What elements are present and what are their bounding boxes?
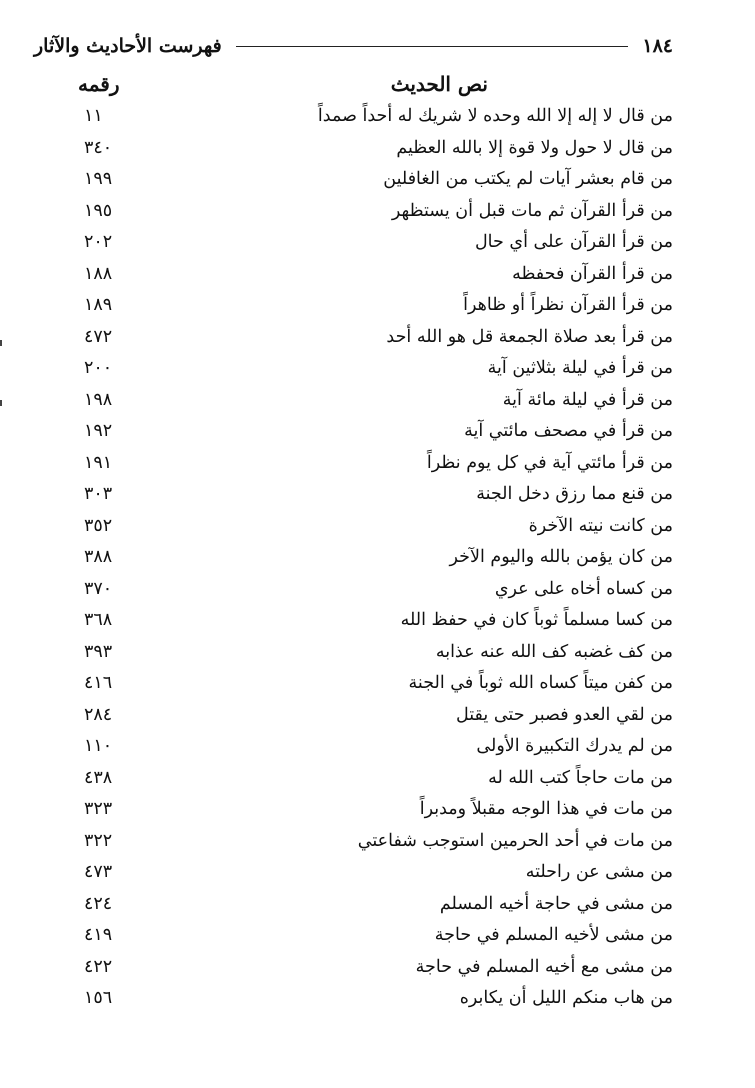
- hadith-text: من مات في هذا الوجه مقبلاً ومدبراً: [419, 799, 673, 819]
- hadith-text: من قرأ مائتي آية في كل يوم نظراً: [426, 452, 673, 473]
- index-entry: [70, 640, 673, 672]
- hadith-number: ١٨٨: [84, 263, 113, 284]
- hadith-number: ٣٢٢: [84, 830, 113, 851]
- hadith-text: من قرأ في ليلة بثلاثين آية: [487, 358, 673, 378]
- index-entry: [70, 892, 673, 924]
- index-entry: [70, 262, 673, 294]
- margin-scan-mark: [0, 400, 2, 406]
- index-entry: [70, 860, 673, 892]
- hadith-number: ٣٧٠: [84, 578, 113, 599]
- hadith-number: ١١: [84, 106, 103, 126]
- index-entry: [70, 608, 673, 640]
- index-entry: [70, 545, 673, 577]
- index-entry: [70, 514, 673, 546]
- hadith-text: من كانت نيته الآخرة: [528, 515, 673, 536]
- index-entry: [70, 829, 673, 861]
- hadith-number: ٢٠٢: [84, 232, 113, 252]
- hadith-number: ٤١٦: [84, 673, 113, 693]
- text-column-heading: نص الحديث: [390, 72, 488, 96]
- hadith-text: من قرأ القرآن على أي حال: [474, 232, 673, 252]
- index-entry: [70, 419, 673, 451]
- hadith-text: من قرأ في مصحف مائتي آية: [464, 421, 673, 441]
- hadith-number: ١٩٩: [84, 169, 113, 189]
- hadith-text: من كفن ميتاً كساه الله ثوباً في الجنة: [408, 673, 673, 693]
- hadith-number: ٤٧٣: [84, 862, 113, 882]
- index-entry: [70, 734, 673, 766]
- hadith-number: ٤٢٢: [84, 956, 113, 977]
- hadith-number: ١٩٨: [84, 389, 113, 410]
- hadith-number: ٣٦٨: [84, 610, 113, 630]
- hadith-number: ٤٢٤: [84, 893, 113, 914]
- hadith-number: ١٩٢: [84, 421, 113, 441]
- hadith-number: ٣٤٠: [84, 137, 113, 158]
- index-entry: [70, 230, 673, 262]
- page-number: ١٨٤: [642, 35, 673, 57]
- hadith-number: ١١٠: [84, 736, 113, 756]
- hadith-number: ٣٥٢: [84, 515, 113, 536]
- hadith-text: من مشى في حاجة أخيه المسلم: [439, 893, 673, 914]
- margin-scan-mark: [0, 340, 2, 346]
- hadith-number: ١٩٥: [84, 200, 113, 221]
- hadith-text: من كسا مسلماً ثوباً كان في حفظ الله: [400, 610, 673, 630]
- index-entry: [70, 766, 673, 798]
- hadith-text: من كف غضبه كف الله عنه عذابه: [435, 641, 673, 662]
- number-column-heading: رقمه: [78, 72, 120, 96]
- hadith-number: ٤٣٨: [84, 767, 113, 788]
- hadith-text: من لقي العدو فصبر حتى يقتل: [456, 704, 673, 725]
- hadith-text: من قال لا إله إلا الله وحده لا شريك له أحداً صمداً: [317, 106, 673, 126]
- index-entry: [70, 104, 673, 136]
- hadith-text: من مشى مع أخيه المسلم في حاجة: [415, 956, 673, 977]
- hadith-text: من قرأ القرآن فحفظه: [512, 263, 673, 284]
- hadith-text: من قرأ القرآن نظراً أو ظاهراً: [463, 295, 673, 315]
- hadith-number: ٤٧٢: [84, 326, 113, 347]
- hadith-number: ٢٨٤: [84, 704, 113, 725]
- hadith-number: ٣٠٣: [84, 484, 113, 504]
- hadith-number: ٣٩٣: [84, 641, 113, 662]
- hadith-index-list: [70, 104, 673, 1018]
- index-entry: [70, 451, 673, 483]
- index-entry: [70, 577, 673, 609]
- hadith-text: من هاب منكم الليل أن يكابره: [459, 988, 673, 1008]
- hadith-text: من قرأ في ليلة مائة آية: [502, 389, 673, 410]
- index-entry: [70, 797, 673, 829]
- running-header: [34, 30, 673, 62]
- index-entry: [70, 293, 673, 325]
- hadith-text: من مات حاجاً كتب الله له: [488, 767, 673, 788]
- hadith-text: من مات في أحد الحرمين استوجب شفاعتي: [357, 830, 673, 851]
- hadith-text: من قام بعشر آيات لم يكتب من الغافلين: [383, 169, 673, 189]
- index-entry: [70, 986, 673, 1018]
- index-entry: [70, 671, 673, 703]
- column-headings: [70, 72, 673, 104]
- hadith-number: ٣٨٨: [84, 547, 113, 567]
- hadith-text: من قرأ القرآن ثم مات قبل أن يستظهر: [391, 200, 673, 221]
- hadith-text: من لم يدرك التكبيرة الأولى: [476, 736, 673, 756]
- index-entry: [70, 167, 673, 199]
- index-entry: [70, 136, 673, 168]
- hadith-number: ٤١٩: [84, 925, 113, 945]
- index-entry: [70, 356, 673, 388]
- hadith-text: من كان يؤمن بالله واليوم الآخر: [449, 547, 673, 567]
- hadith-text: من قال لا حول ولا قوة إلا بالله العظيم: [396, 137, 673, 158]
- hadith-number: ١٨٩: [84, 295, 113, 315]
- header-title: فهرست الأحاديث والآثار: [34, 35, 222, 57]
- index-entry: [70, 703, 673, 735]
- index-entry: [70, 482, 673, 514]
- hadith-text: من قرأ بعد صلاة الجمعة قل هو الله أحد: [386, 326, 673, 347]
- hadith-number: ٣٢٣: [84, 799, 113, 819]
- hadith-text: من مشى عن راحلته: [525, 862, 673, 882]
- hadith-text: من مشى لأخيه المسلم في حاجة: [434, 925, 673, 945]
- index-entry: [70, 388, 673, 420]
- header-rule: [236, 46, 629, 47]
- hadith-number: ٢٠٠: [84, 358, 113, 378]
- hadith-text: من قنع مما رزق دخل الجنة: [476, 484, 673, 504]
- index-entry: [70, 955, 673, 987]
- hadith-text: من كساه أخاه على عري: [494, 578, 673, 599]
- index-entry: [70, 923, 673, 955]
- index-entry: [70, 199, 673, 231]
- index-entry: [70, 325, 673, 357]
- hadith-number: ١٥٦: [84, 988, 113, 1008]
- hadith-number: ١٩١: [84, 452, 113, 473]
